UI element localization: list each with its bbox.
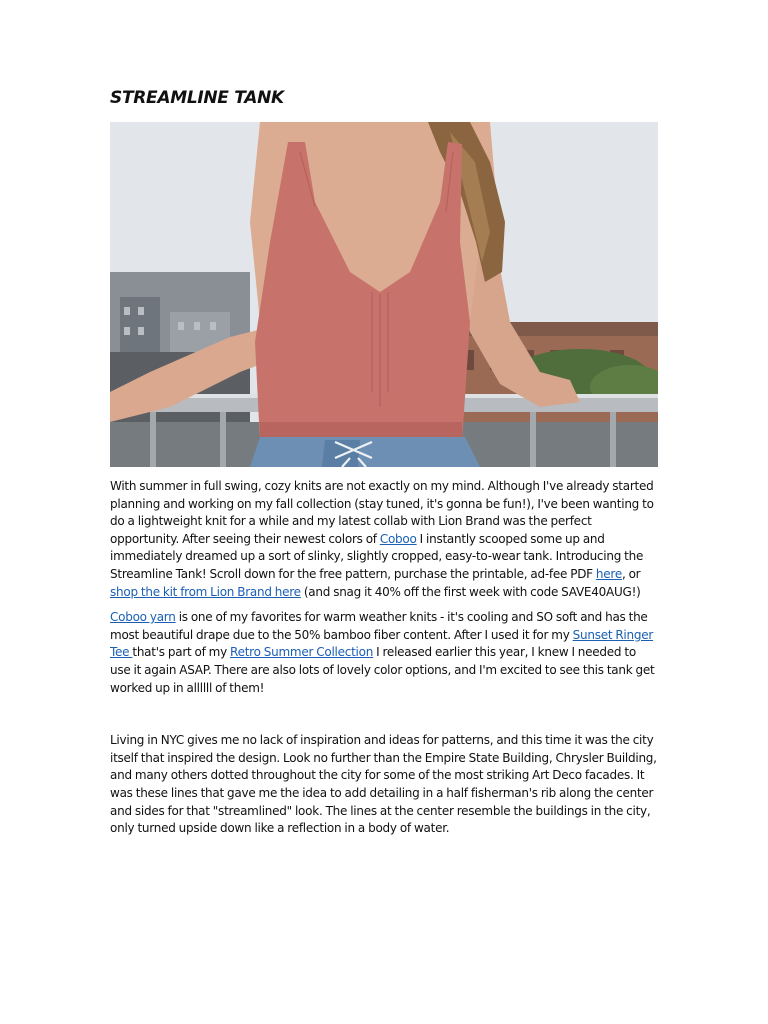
- paragraph-1-text-2: I instantly scooped some up and immediately dreamed up a sort of slinky, slightly cropped, easy-to-wear tank. Introducing the Streamline Tank! Scroll down for the free pattern, purchase the printable, ad-fee PDF: [110, 531, 644, 581]
- page-title: STREAMLINE TANK: [110, 88, 284, 108]
- article-body: [110, 478, 658, 838]
- paragraph-1-text-4: (and snag it 40% off the first week with code SAVE40AUG!): [300, 584, 641, 599]
- paragraph-2-text-1: is one of my favorites for warm weather knits - it's cooling and SO soft and has the most beautiful drape due to the 50% bamboo fiber content. After I used it for my: [110, 610, 648, 642]
- coboo-link[interactable]: Coboo: [379, 531, 417, 546]
- paragraph-2-text-3: I released earlier this year, I knew I needed to use it again ASAP. There are also lots of lovely color options, and I'm excited to see this tank get worked up in allllll of them!: [110, 645, 655, 695]
- document-page: [110, 86, 658, 846]
- coboo-yarn-link[interactable]: Coboo yarn: [110, 610, 176, 625]
- retro-summer-collection-link[interactable]: Retro Summer Collection: [230, 645, 374, 660]
- pdf-here-link[interactable]: here: [595, 566, 622, 581]
- paragraph-1-text-1: With summer in full swing, cozy knits are not exactly on my mind. Although I've already started planning and working on my fall collection (stay tuned, it's gonna be fun!), I've been wanting to do a lightweight knit for a while and my latest collab with Lion Brand was the perfect opportunity. After seeing their newest colors of: [110, 479, 654, 546]
- sunset-ringer-tee-link[interactable]: Sunset Ringer Tee: [110, 627, 654, 660]
- paragraph-2: [110, 609, 658, 697]
- paragraph-2-text-2: that's part of my: [132, 645, 231, 660]
- tank-photo: [110, 122, 658, 467]
- paragraph-3: Living in NYC gives me no lack of inspiration and ideas for patterns, and this time it was the city itself that inspired the design. Look no further than the Empire State Building, Chrysler Building, and many others dotted throughout the city for some of the most striking Art Deco facades. It was these lines that gave me the idea to add detailing in a half fisherman's rib along the center and sides for that "streamlined" look. The lines at the center resemble the buildings in the city, only turned upside down like a reflection in a body of water.: [110, 733, 657, 836]
- lion-brand-kit-link[interactable]: shop the kit from Lion Brand here: [110, 584, 301, 599]
- paragraph-1-text-3: , or: [621, 566, 641, 581]
- paragraph-1: [110, 478, 658, 601]
